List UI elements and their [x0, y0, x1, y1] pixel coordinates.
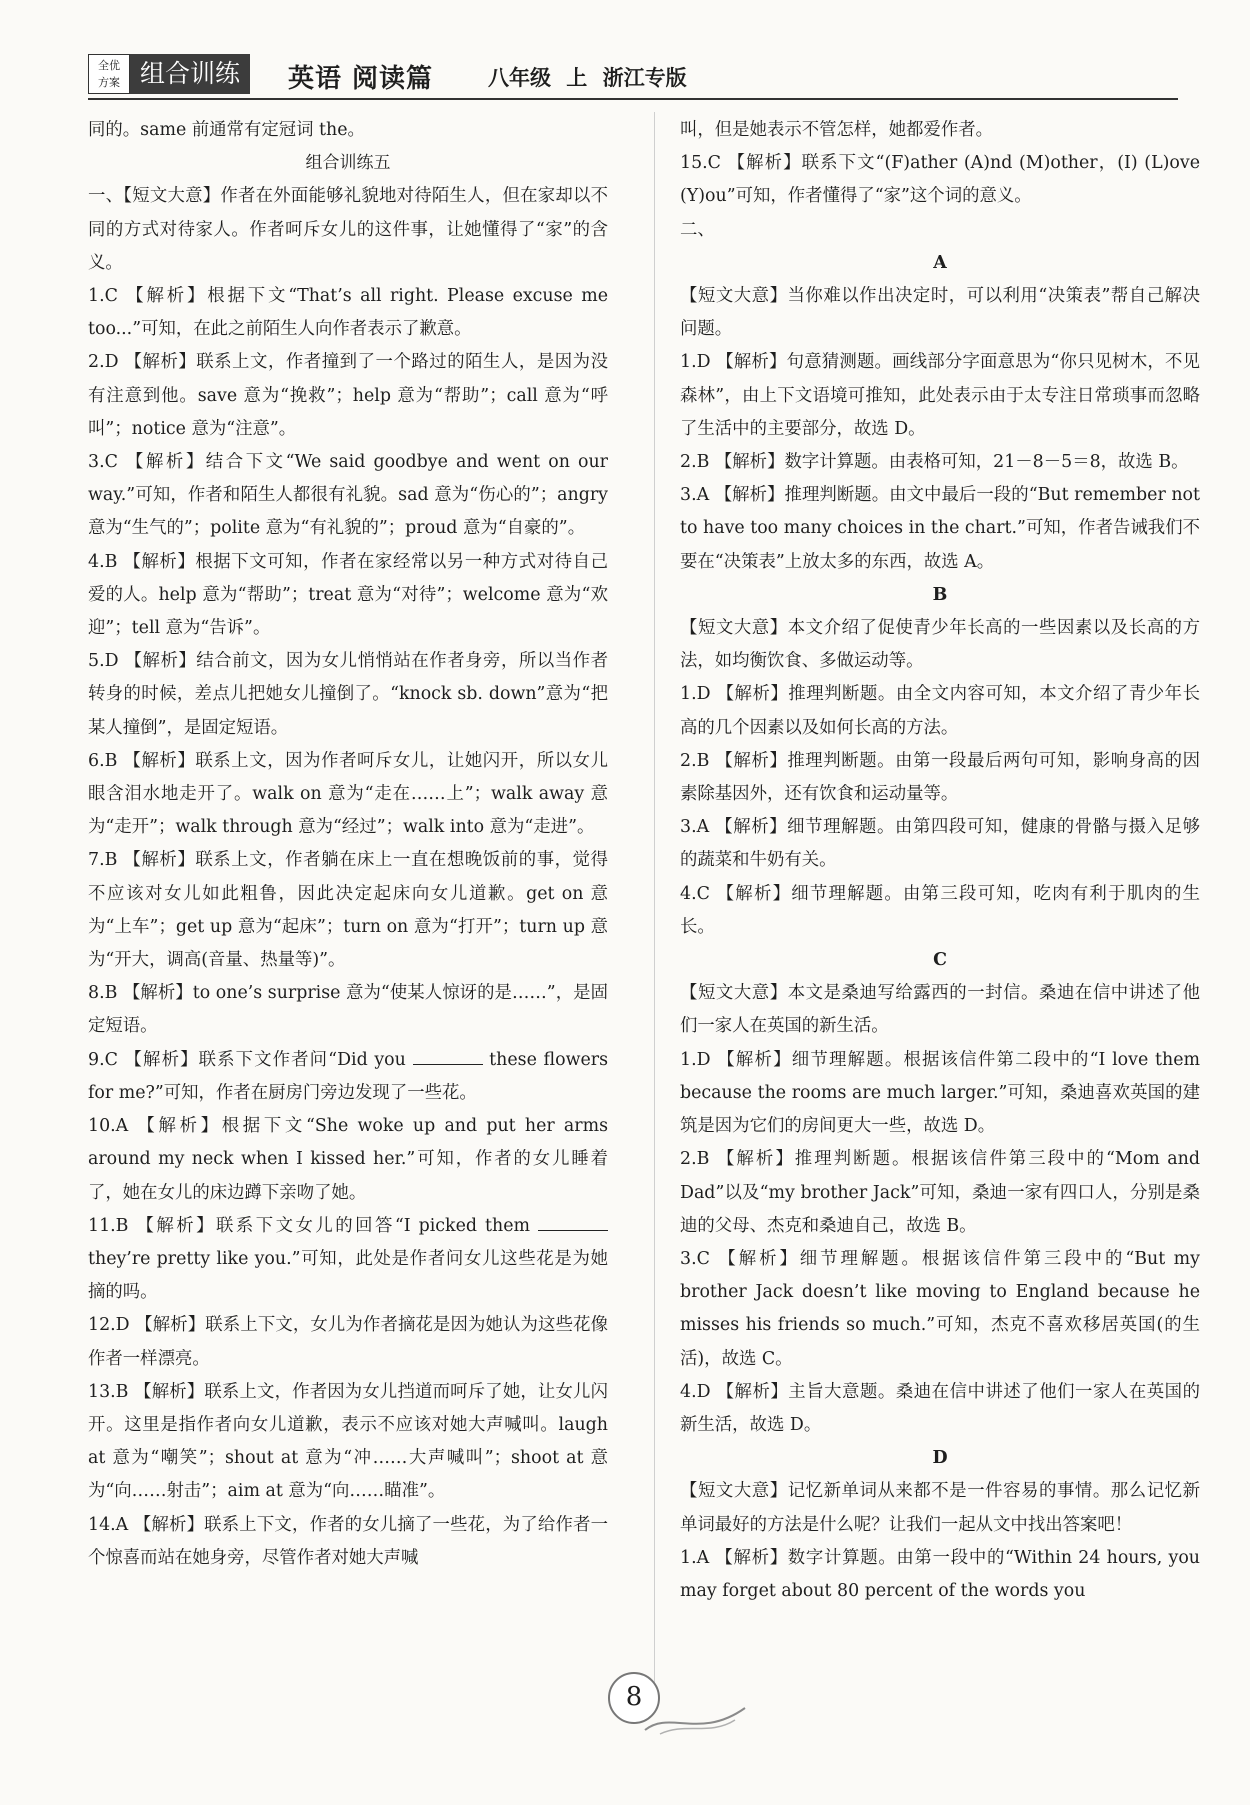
summary: 【短文大意】记忆新单词从来都不是一件容易的事情。那么记忆新单词最好的方法是什么呢？让我们一起从文中找出答案吧！ — [680, 1481, 1200, 1535]
passage-label: D — [932, 1448, 948, 1469]
answer-item: 2.B 【解析】数字计算题。由表格可知，21－8－5＝8，故选 B。 — [680, 452, 1189, 473]
summary: 【短文大意】当你难以作出决定时，可以利用“决策表”帮自己解决问题。 — [680, 286, 1200, 340]
column-divider — [654, 112, 655, 1702]
section-number: 二、 — [680, 219, 715, 240]
page-header — [88, 54, 1178, 100]
section-title: 组合训练五 — [305, 153, 391, 174]
answer-item: 3.A 【解析】细节理解题。由第四段可知，健康的骨骼与摄入足够的蔬菜和牛奶有关。 — [680, 817, 1200, 871]
paragraph: 叫，但是她表示不管怎样，她都爱作者。 — [680, 120, 994, 140]
answer-item: 1.A 【解析】数字计算题。由第一段中的“Within 24 hours, you may forget about 80 percent of the words you — [680, 1547, 1200, 1601]
brand-series-line1: 全优 — [98, 59, 120, 72]
answer-item: 12.D 【解析】联系上下文，女儿为作者摘花是因为她认为这些花像作者一样漂亮。 — [88, 1315, 608, 1369]
answer-item: 4.D 【解析】主旨大意题。桑迪在信中讲述了他们一家人在英国的新生活，故选 D。 — [680, 1381, 1200, 1435]
passage-label: B — [932, 584, 948, 605]
summary: 【短文大意】本文是桑迪写给露西的一封信。桑迪在信中讲述了他们一家人在英国的新生活。 — [680, 983, 1200, 1037]
answer-item: 4.C 【解析】细节理解题。由第三段可知，吃肉有利于肌肉的生长。 — [680, 883, 1200, 937]
brand-logo — [88, 54, 250, 94]
left-column — [88, 114, 608, 1575]
answer-item: 14.A 【解析】联系上下文，作者的女儿摘了一些花，为了给作者一个惊喜而站在她身旁，尽管作者对她大声喊 — [88, 1514, 608, 1568]
answer-item: 10.A 【解析】根据下文“She woke up and put her arms around my neck when I kissed her.”可知，作者的女儿睡着了，她在女儿的床边蹲下亲吻了她。 — [88, 1116, 608, 1203]
answer-item: 1.D 【解析】细节理解题。根据该信件第二段中的“I love them because the rooms are much larger.”可知，桑迪喜欢英国的建筑是因为它们的房间更大一些，故选 D。 — [680, 1049, 1200, 1137]
answer-item: 7.B 【解析】联系上文，作者躺在床上一直在想晚饭前的事，觉得不应该对女儿如此粗鲁，因此决定起床向女儿道歉。get on 意为“上车”；get up 意为“起床”；turn on 意为“打开”；turn up 意为“开大，调高(音量、热量等)”。 — [88, 850, 608, 971]
fill-blank — [538, 1212, 608, 1231]
answer-item: 15.C 【解析】联系下文“(F)ather (A)nd (M)other，(I) (L)ove (Y)ou”可知，作者懂得了“家”这个词的意义。 — [680, 153, 1200, 207]
answer-item: 4.B 【解析】根据下文可知，作者在家经常以另一种方式对待自己爱的人。help 意为“帮助”；treat 意为“对待”；welcome 意为“欢迎”；tell 意为“告诉”。 — [88, 551, 608, 639]
answer-item: 6.B 【解析】联系上文，因为作者呵斥女儿，让她闪开，所以女儿眼含泪水地走开了。walk on 意为“走在……上”；walk away 意为“走开”；walk through 意为“经过”；walk into 意为“走进”。 — [88, 750, 608, 838]
paragraph: 同的。same 前通常有定冠词 the。 — [88, 120, 365, 140]
brand-series — [88, 54, 130, 94]
answer-item: 2.D 【解析】联系上文，作者撞到了一个路过的陌生人，是因为没有注意到他。save 意为“挽救”；help 意为“帮助”；call 意为“呼叫”；notice 意为“注意”。 — [88, 352, 608, 439]
book-title: 英语 阅读篇 — [288, 64, 434, 94]
answer-text: 9.C 【解析】联系下文作者问“Did you — [88, 1049, 406, 1070]
answer-item: 1.C 【解析】根据下文“That’s all right. Please excuse me too...”可知，在此之前陌生人向作者表示了歉意。 — [88, 286, 608, 340]
answer-item: 3.A 【解析】推理判断题。由文中最后一段的“But remember not to have too many choices in the chart.”可知，作者告诫我们不要在“决策表”上放太多的东西，故选 A。 — [680, 485, 1200, 572]
answer-item: 1.D 【解析】推理判断题。由全文内容可知，本文介绍了青少年长高的几个因素以及如何长高的方法。 — [680, 684, 1200, 738]
brand-main: 组合训练 — [130, 54, 250, 94]
answer-text: they’re pretty like you.”可知，此处是作者问女儿这些花是为她摘的吗。 — [88, 1248, 608, 1303]
answer-item — [88, 1210, 608, 1310]
brand-series-line2: 方案 — [98, 76, 120, 89]
book-grade: 八年级 上 浙江专版 — [488, 66, 687, 90]
answer-item: 3.C 【解析】细节理解题。根据该信件第三段中的“But my brother Jack doesn’t like moving to England because he misses his friends so much.”可知，杰克不喜欢移居英国(的生活)，故选 C。 — [680, 1248, 1200, 1369]
answer-item: 8.B 【解析】to one’s surprise 意为“使某人惊讶的是……”，是固定短语。 — [88, 983, 608, 1037]
passage-label: C — [933, 950, 947, 971]
answer-item: 3.C 【解析】结合下文“We said goodbye and went on our way.”可知，作者和陌生人都很有礼貌。sad 意为“伤心的”；angry 意为“生气的”；polite 意为“有礼貌的”；proud 意为“自豪的”。 — [88, 452, 608, 539]
answer-item: 1.D 【解析】句意猜测题。画线部分字面意思为“你只见树木，不见森林”，由上下文语境可推知，此处表示由于太专注日常琐事而忽略了生活中的主要部分，故选 D。 — [680, 352, 1200, 439]
answer-item: 2.B 【解析】推理判断题。由第一段最后两句可知，影响身高的因素除基因外，还有饮食和运动量等。 — [680, 750, 1200, 805]
answer-text: these flowers for me?”可知，作者在厨房门旁边发现了一些花。 — [88, 1049, 609, 1103]
summary: 【短文大意】本文介绍了促使青少年长高的一些因素以及长高的方法，如均衡饮食、多做运动等。 — [680, 618, 1200, 672]
summary: 一、【短文大意】作者在外面能够礼貌地对待陌生人，但在家却以不同的方式对待家人。作者呵斥女儿的这件事，让她懂得了“家”的含义。 — [88, 186, 608, 273]
fill-blank — [413, 1046, 483, 1065]
header-rule — [88, 98, 1178, 100]
right-column — [680, 114, 1200, 1608]
answer-item: 13.B 【解析】联系上文，作者因为女儿挡道而呵斥了她，让女儿闪开。这里是指作者向女儿道歉，表示不应该对她大声喊叫。laugh at 意为“嘲笑”；shout at 意为“冲……大声喊叫”；shoot at 意为“向……射击”；aim at 意为“向……瞄准”。 — [88, 1381, 608, 1502]
answer-item: 2.B 【解析】推理判断题。根据该信件第三段中的“Mom and Dad”以及“my brother Jack”可知，桑迪一家有四口人，分别是桑迪的父母、杰克和桑迪自己，故选 B。 — [680, 1149, 1200, 1236]
answer-item: 5.D 【解析】结合前文，因为女儿悄悄站在作者身旁，所以当作者转身的时候，差点儿把她女儿撞倒了。“knock sb. down”意为“把某人撞倒”，是固定短语。 — [88, 651, 608, 738]
passage-label: A — [933, 252, 947, 273]
answer-item — [88, 1044, 608, 1110]
answer-text: 11.B 【解析】联系下文女儿的回答“I picked them — [88, 1215, 530, 1236]
page-number: 8 — [608, 1672, 660, 1724]
